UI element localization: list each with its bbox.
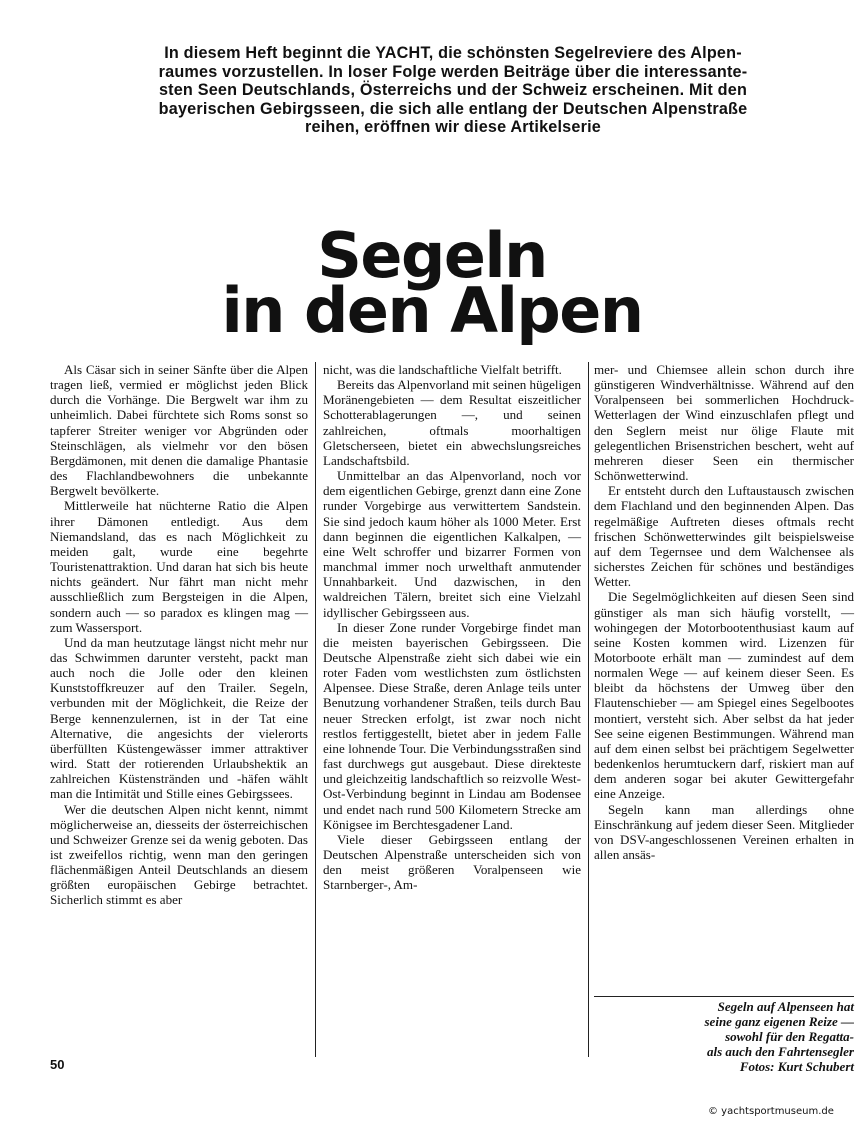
intro-line: In diesem Heft beginnt die YACHT, die schönsten Segelreviere des Alpen- [164, 44, 742, 62]
caption-line: seine ganz eigenen Reize — [704, 1014, 854, 1029]
watermark: © yachtsportmuseum.de [708, 1106, 834, 1117]
caption-line: Segeln auf Alpenseen hat [717, 999, 854, 1014]
paragraph: Segeln kann man allerdings ohne Einschränkung auf jedem dieser Seen. Mitglieder von DSV-angeschlossenen Vereinen erhalten in allen ansäs- [594, 801, 854, 862]
article-column-2 [323, 362, 581, 892]
paragraph: mer- und Chiemsee allein schon durch ihre günstigeren Windverhältnisse. Während auf den Voralpenseen bei sommerlichen Hochdruck-Wetterlagen der Wind einzuschlafen pflegt und den Seglern meist nur ölige Flaute mit gelegentlichen Brisenstrichen beschert, weht auf mehreren dieser Seen ein thermischer Schönwetterwind. [594, 362, 854, 484]
paragraph: Unmittelbar an das Alpenvorland, noch vor dem eigentlichen Gebirge, grenzt dann eine Zone runder Vorgebirge aus verwittertem Sandstein. Sie sind jedoch kaum höher als 1000 Meter. Erst dann beginnen die eigentlichen Kalkalpen, — eine Welt schroffer und bizarrer Formen von manchmal immer noch urwelthaft anmutender Unnahbarkeit. Und dazwischen, in den waldreichen Tälern, breitet sich eine Vielzahl idyllischer Gebirgsseen aus. [323, 468, 581, 620]
photo-caption [594, 996, 854, 1074]
intro-line: raumes vorzustellen. In loser Folge werden Beiträge über die interessante- [158, 62, 748, 81]
paragraph: Wer die deutschen Alpen nicht kennt, nimmt möglicherweise an, diesseits der österreichischen und Schweizer Grenze sei da wenig geboten. Das ist zweifellos richtig, wenn man den geringen flächenmäßigen Anteil Deutschlands an diesem größten europäischen Gebirge betrachtet. Sicherlich stimmt es aber [50, 801, 308, 908]
caption-line: als auch den Fahrtensegler [707, 1044, 854, 1059]
headline-line-1: Segeln [317, 219, 547, 292]
caption-line: sowohl für den Regatta- [725, 1029, 854, 1044]
article-column-1 [50, 362, 308, 908]
paragraph: Viele dieser Gebirgsseen entlang der Deutschen Alpenstraße unterscheiden sich von den meist größeren Voralpenseen wie Starnberger-, Am- [323, 831, 581, 893]
column-divider [315, 362, 316, 1057]
intro-line: sten Seen Deutschlands, Österreichs und der Schweiz erscheinen. Mit den [158, 81, 748, 100]
intro-line: reihen, eröffnen wir diese Artikelserie [305, 118, 601, 137]
paragraph: Und da man heutzutage längst nicht mehr nur das Schwimmen darunter versteht, packt man auch noch die Jolle oder den kleinen Kunststoffkreuzer auf den Trailer. Segeln, verbunden mit der Möglichkeit, die Reize der Berge kennenzulernen, ist in der Tat eine Alternative, die angesichts der vielerorts überfüllten Küstengewässer immer attraktiver wird. Statt der rotierenden Urlaubshektik an zahlreichen Küstenstränden und -häfen wählt man die Intimität und Stille eines Gebirgssees. [50, 634, 308, 802]
intro-text [48, 44, 858, 137]
page-number: 50 [50, 1057, 65, 1072]
intro-line: bayerischen Gebirgsseen, die sich alle entlang der Deutschen Alpenstraße [158, 99, 748, 118]
paragraph: Die Segelmöglichkeiten auf diesen Seen sind günstiger als man sich häufig vorstellt, — wohingegen der Motorbootenthusiast kaum auf seine Kosten kommen wird. Lizenzen für Motorboote erhält man — zumindest auf dem normalen Wege — auf keinem dieser Seen. Es bleibt da höchstens der Umweg über den Flautenschieber — am Spiegel eines Segelbootes montiert, versteht sich. Aber selbst da hat jeder See seine eigenen Bestimmungen. Während man auf dem einen selbst bei prächtigem Segelwetter bedenkenlos herumtuckern darf, riskiert man auf dem anderen sogar bei akuter Gewittergefahr eine Anzeige. [594, 589, 854, 802]
paragraph: Als Cäsar sich in seiner Sänfte über die Alpen tragen ließ, vermied er möglichst jeden Blick durch die Vorhänge. Die Bergwelt war ihm zu unheimlich. Dabei fürchtete sich Roms sonst so tapferer Streiter weniger vor Abgründen oder Steinschlägen, als vielmehr vor den bösen Bergdämonen, mit denen die damalige Phantasie des Flachlandbewohners die unbekannte Bergwelt bevölkerte. [50, 362, 308, 499]
headline-line-2: in den Alpen [221, 274, 643, 347]
paragraph: nicht, was die landschaftliche Vielfalt betrifft. [323, 362, 562, 377]
paragraph: In dieser Zone runder Vorgebirge findet man die meisten bayerischen Gebirgsseen. Die Deutsche Alpenstraße zieht sich dabei wie ein roter Faden vom westlichsten zum östlichsten Alpensee. Diese Straße, deren Anlage teils unter Benutzung vorhandener Straßen, teils durch Bau neuer Strecken erfolgt, ist zwar noch nicht restlos fertiggestellt, bietet aber in jedem Falle eine lohnende Tour. Die Verbindungsstraßen sind fast durchwegs gut ausgebaut. Diese direkteste und gleichzeitig landschaftlich so reizvolle West-Ost-Verbindung beginnt in Lindau am Bodensee und endet nach rund 500 Kilometern Strecke am Königsee im Berchtesgadener Land. [323, 619, 581, 832]
paragraph: Er entsteht durch den Luftaustausch zwischen dem Flachland und den beginnenden Alpen. Das regelmäßige Auftreten dieses oftmals recht frischen Schönwetterwindes gilt beispielsweise auf dem Tegernsee und dem Walchensee als sicherstes Zeichen für schönes und beständiges Wetter. [594, 483, 854, 590]
paragraph: Bereits das Alpenvorland mit seinen hügeligen Moränengebieten — dem Resultat eiszeitlicher Schotterablagerungen —, und seinen zahlreichen, oftmals moorhaltigen Gletscherseen, bietet ein abwechslungsreiches Landschaftsbild. [323, 377, 581, 468]
photo-credit: Fotos: Kurt Schubert [739, 1059, 854, 1074]
column-divider [588, 362, 589, 1057]
article-column-3 [594, 362, 854, 862]
paragraph: Mittlerweile hat nüchterne Ratio die Alpen ihrer Dämonen entledigt. Aus dem Niemandsland, das es nach Möglichkeit zu meiden galt, wurde eine begehrte Touristenattraktion. Und daran hat sich bis heute nichts geändert. Nur fährt man nicht mehr ausschließlich zum Bergsteigen in die Alpen, sondern auch — so paradox es klingen mag — zum Wassersport. [50, 498, 308, 635]
